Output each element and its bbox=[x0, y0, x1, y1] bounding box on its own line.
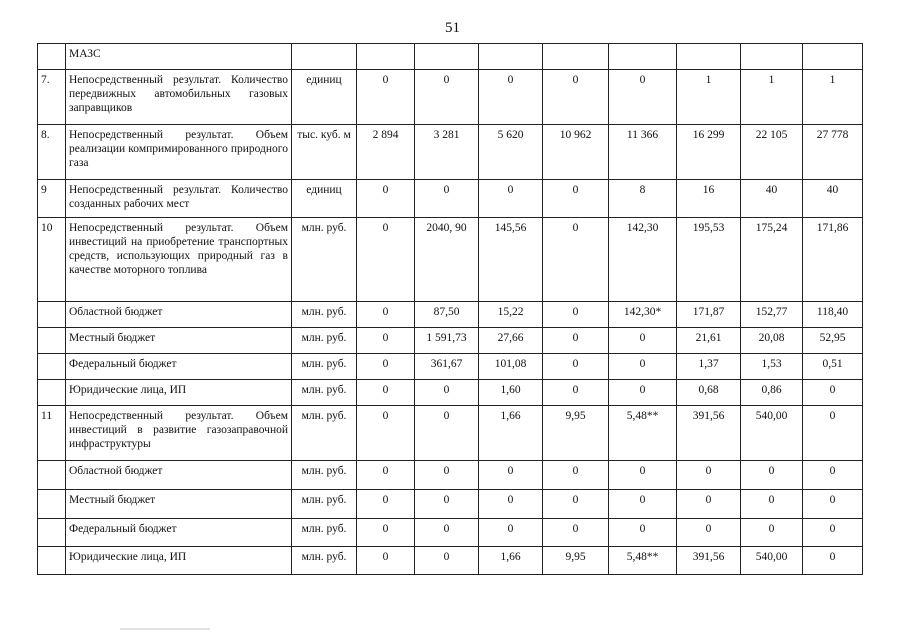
table-row bbox=[38, 302, 863, 328]
value-cell: 1 bbox=[677, 70, 741, 125]
value-cell: 175,24 bbox=[741, 218, 803, 302]
indicator-name: Местный бюджет bbox=[66, 490, 292, 519]
indicators-table bbox=[37, 43, 863, 575]
value-cell: 1 bbox=[741, 70, 803, 125]
table-cell bbox=[677, 44, 741, 70]
value-cell: 0 bbox=[357, 70, 415, 125]
value-cell: 0 bbox=[415, 461, 479, 490]
table-row bbox=[38, 180, 863, 218]
indicator-name: Непосредственный результат. Количество созданных рабочих мест bbox=[66, 180, 292, 218]
value-cell: 0 bbox=[357, 328, 415, 354]
table-cell bbox=[741, 44, 803, 70]
value-cell: 0 bbox=[543, 70, 609, 125]
value-cell: 0 bbox=[357, 519, 415, 547]
value-cell: 0 bbox=[357, 461, 415, 490]
value-cell: 0 bbox=[543, 380, 609, 406]
value-cell: 142,30* bbox=[609, 302, 677, 328]
table-row bbox=[38, 461, 863, 490]
value-cell: 87,50 bbox=[415, 302, 479, 328]
value-cell: 361,67 bbox=[415, 354, 479, 380]
value-cell: 0 bbox=[609, 70, 677, 125]
table-row bbox=[38, 547, 863, 575]
indicator-name: Областной бюджет bbox=[66, 302, 292, 328]
value-cell: 171,87 bbox=[677, 302, 741, 328]
row-number: 11 bbox=[38, 406, 66, 461]
table-cell bbox=[38, 44, 66, 70]
table-cell bbox=[609, 44, 677, 70]
value-cell: 0 bbox=[415, 180, 479, 218]
row-number bbox=[38, 490, 66, 519]
row-number bbox=[38, 354, 66, 380]
value-cell: 0 bbox=[543, 302, 609, 328]
unit-cell: тыс. куб. м bbox=[292, 125, 357, 180]
value-cell: 16 299 bbox=[677, 125, 741, 180]
value-cell: 9,95 bbox=[543, 547, 609, 575]
table-row bbox=[38, 328, 863, 354]
unit-cell: млн. руб. bbox=[292, 490, 357, 519]
row-number: 10 bbox=[38, 218, 66, 302]
unit-cell: млн. руб. bbox=[292, 380, 357, 406]
table-row bbox=[38, 354, 863, 380]
value-cell: 0 bbox=[357, 180, 415, 218]
row-number: 7. bbox=[38, 70, 66, 125]
table-row bbox=[38, 218, 863, 302]
value-cell: 195,53 bbox=[677, 218, 741, 302]
page-number: 51 bbox=[445, 20, 460, 36]
table-cell bbox=[357, 44, 415, 70]
value-cell: 21,61 bbox=[677, 328, 741, 354]
table-row bbox=[38, 406, 863, 461]
value-cell: 152,77 bbox=[741, 302, 803, 328]
value-cell: 0 bbox=[357, 354, 415, 380]
value-cell: 0 bbox=[357, 406, 415, 461]
indicator-name: Областной бюджет bbox=[66, 461, 292, 490]
value-cell: 391,56 bbox=[677, 406, 741, 461]
table-cell bbox=[292, 44, 357, 70]
value-cell: 142,30 bbox=[609, 218, 677, 302]
indicator-name: Юридические лица, ИП bbox=[66, 380, 292, 406]
value-cell: 0 bbox=[415, 547, 479, 575]
value-cell: 8 bbox=[609, 180, 677, 218]
value-cell: 0 bbox=[609, 490, 677, 519]
unit-cell: млн. руб. bbox=[292, 328, 357, 354]
value-cell: 40 bbox=[803, 180, 863, 218]
value-cell: 0,68 bbox=[677, 380, 741, 406]
value-cell: 27,66 bbox=[479, 328, 543, 354]
value-cell: 0 bbox=[803, 519, 863, 547]
value-cell: 2040, 90 bbox=[415, 218, 479, 302]
value-cell: 3 281 bbox=[415, 125, 479, 180]
value-cell: 1,53 bbox=[741, 354, 803, 380]
table-cell bbox=[543, 44, 609, 70]
indicator-name: Непосредственный результат. Объем реализации компримированного природного газа bbox=[66, 125, 292, 180]
unit-cell: млн. руб. bbox=[292, 406, 357, 461]
table-header-row bbox=[38, 44, 863, 70]
value-cell: 2 894 bbox=[357, 125, 415, 180]
value-cell: 0 bbox=[543, 519, 609, 547]
indicator-name: Непосредственный результат. Объем инвестиций в развитие газозаправочной инфраструктуры bbox=[66, 406, 292, 461]
unit-cell: млн. руб. bbox=[292, 218, 357, 302]
value-cell: 0 bbox=[741, 490, 803, 519]
row-number: 8. bbox=[38, 125, 66, 180]
indicator-name: Федеральный бюджет bbox=[66, 519, 292, 547]
row-number bbox=[38, 461, 66, 490]
value-cell: 1,66 bbox=[479, 547, 543, 575]
header-label: МАЗС bbox=[66, 44, 292, 70]
row-number bbox=[38, 328, 66, 354]
value-cell: 0 bbox=[543, 490, 609, 519]
table-cell bbox=[479, 44, 543, 70]
value-cell: 0 bbox=[803, 547, 863, 575]
value-cell: 0 bbox=[609, 328, 677, 354]
table-cell bbox=[415, 44, 479, 70]
indicator-name: Юридические лица, ИП bbox=[66, 547, 292, 575]
row-number bbox=[38, 380, 66, 406]
value-cell: 5,48** bbox=[609, 406, 677, 461]
value-cell: 0 bbox=[677, 490, 741, 519]
value-cell: 22 105 bbox=[741, 125, 803, 180]
value-cell: 0 bbox=[741, 461, 803, 490]
value-cell: 145,56 bbox=[479, 218, 543, 302]
row-number bbox=[38, 519, 66, 547]
table-row bbox=[38, 125, 863, 180]
value-cell: 0 bbox=[677, 519, 741, 547]
value-cell: 0 bbox=[803, 490, 863, 519]
value-cell: 11 366 bbox=[609, 125, 677, 180]
value-cell: 0 bbox=[357, 218, 415, 302]
value-cell: 0 bbox=[415, 519, 479, 547]
value-cell: 0 bbox=[415, 70, 479, 125]
value-cell: 15,22 bbox=[479, 302, 543, 328]
value-cell: 9,95 bbox=[543, 406, 609, 461]
value-cell: 1,60 bbox=[479, 380, 543, 406]
unit-cell: млн. руб. bbox=[292, 354, 357, 380]
table-cell bbox=[803, 44, 863, 70]
value-cell: 1 bbox=[803, 70, 863, 125]
unit-cell: единиц bbox=[292, 180, 357, 218]
value-cell: 0 bbox=[803, 380, 863, 406]
value-cell: 1,37 bbox=[677, 354, 741, 380]
value-cell: 0 bbox=[741, 519, 803, 547]
value-cell: 0 bbox=[609, 461, 677, 490]
value-cell: 0 bbox=[357, 302, 415, 328]
indicator-name: Непосредственный результат. Объем инвестиций на приобретение транспортных средств, использующих природный газ в качестве моторного топлива bbox=[66, 218, 292, 302]
row-number bbox=[38, 302, 66, 328]
value-cell: 0 bbox=[415, 406, 479, 461]
value-cell: 540,00 bbox=[741, 547, 803, 575]
value-cell: 0 bbox=[609, 380, 677, 406]
value-cell: 16 bbox=[677, 180, 741, 218]
value-cell: 10 962 bbox=[543, 125, 609, 180]
table-row bbox=[38, 519, 863, 547]
table-row bbox=[38, 380, 863, 406]
unit-cell: млн. руб. bbox=[292, 519, 357, 547]
value-cell: 0 bbox=[415, 380, 479, 406]
unit-cell: единиц bbox=[292, 70, 357, 125]
value-cell: 0,51 bbox=[803, 354, 863, 380]
table-row bbox=[38, 490, 863, 519]
value-cell: 0 bbox=[543, 328, 609, 354]
value-cell: 40 bbox=[741, 180, 803, 218]
value-cell: 0 bbox=[543, 180, 609, 218]
value-cell: 0 bbox=[803, 406, 863, 461]
value-cell: 0 bbox=[609, 354, 677, 380]
value-cell: 20,08 bbox=[741, 328, 803, 354]
value-cell: 0 bbox=[479, 490, 543, 519]
value-cell: 540,00 bbox=[741, 406, 803, 461]
unit-cell: млн. руб. bbox=[292, 461, 357, 490]
value-cell: 0 bbox=[479, 461, 543, 490]
value-cell: 101,08 bbox=[479, 354, 543, 380]
unit-cell: млн. руб. bbox=[292, 547, 357, 575]
value-cell: 0 bbox=[677, 461, 741, 490]
value-cell: 0 bbox=[803, 461, 863, 490]
value-cell: 27 778 bbox=[803, 125, 863, 180]
value-cell: 0 bbox=[479, 180, 543, 218]
value-cell: 0 bbox=[415, 490, 479, 519]
indicator-name: Непосредственный результат. Количество передвижных автомобильных газовых заправщиков bbox=[66, 70, 292, 125]
row-number bbox=[38, 547, 66, 575]
indicator-name: Местный бюджет bbox=[66, 328, 292, 354]
value-cell: 0 bbox=[357, 490, 415, 519]
value-cell: 0 bbox=[609, 519, 677, 547]
row-number: 9 bbox=[38, 180, 66, 218]
table-row bbox=[38, 70, 863, 125]
value-cell: 1,66 bbox=[479, 406, 543, 461]
value-cell: 0 bbox=[543, 218, 609, 302]
value-cell: 5,48** bbox=[609, 547, 677, 575]
value-cell: 0 bbox=[543, 354, 609, 380]
value-cell: 0,86 bbox=[741, 380, 803, 406]
unit-cell: млн. руб. bbox=[292, 302, 357, 328]
value-cell: 52,95 bbox=[803, 328, 863, 354]
value-cell: 0 bbox=[543, 461, 609, 490]
value-cell: 0 bbox=[357, 380, 415, 406]
value-cell: 5 620 bbox=[479, 125, 543, 180]
value-cell: 0 bbox=[357, 547, 415, 575]
value-cell: 118,40 bbox=[803, 302, 863, 328]
value-cell: 391,56 bbox=[677, 547, 741, 575]
value-cell: 0 bbox=[479, 519, 543, 547]
value-cell: 0 bbox=[479, 70, 543, 125]
value-cell: 1 591,73 bbox=[415, 328, 479, 354]
indicator-name: Федеральный бюджет bbox=[66, 354, 292, 380]
value-cell: 171,86 bbox=[803, 218, 863, 302]
